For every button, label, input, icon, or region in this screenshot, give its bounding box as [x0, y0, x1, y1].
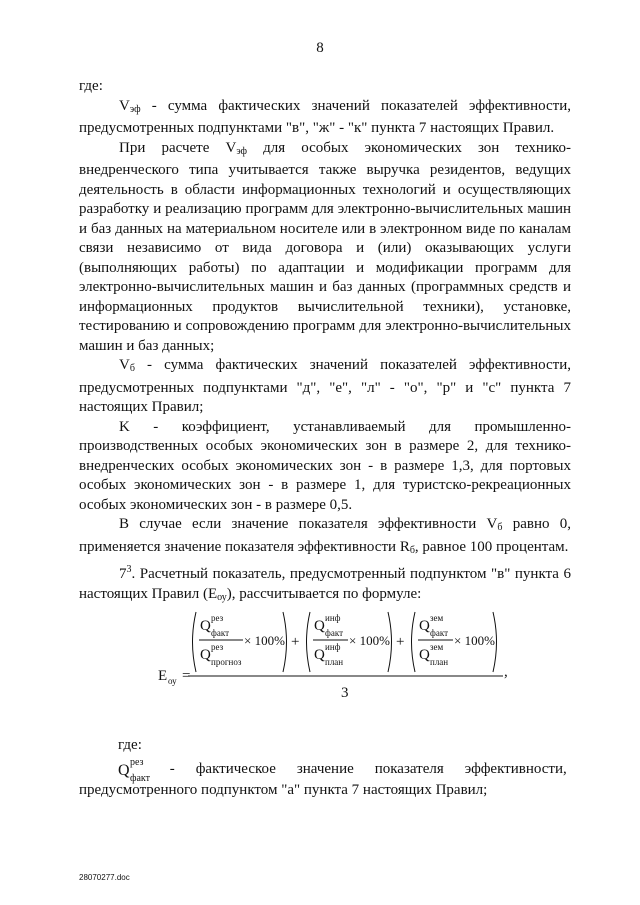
- g1-num-sup: рез: [211, 613, 224, 623]
- calc-text: для особых экономических зон технико-внедренческого типа учитывается также выручка резидентов, ведущих деятельность в области информационных технологий и осуществляющих разработку и реализацию программ для электронно-вычислительных машин и баз данных на материальном носителе или в электронном виде по каналам связи независимо от вида договора и (или) оказывающих услуги (выполняющих работы) по адаптации и модификации программ для электронно-вычислительных машин и баз данных (программных средств и информационных продуктов вычислительной техники), установке, тестированию и сопровождению программ для электронно-вычислительных машин и баз данных;: [79, 139, 571, 354]
- q-definition: [118, 757, 571, 784]
- where-label: где:: [79, 78, 103, 94]
- g2-den-sup: инф: [325, 642, 341, 652]
- g3-num-sup: зем: [430, 613, 444, 623]
- g2-num-q: Q: [314, 618, 325, 634]
- case-v-subscript: б: [497, 522, 503, 533]
- g2-num-sub: факт: [325, 628, 344, 638]
- calc-start: При расчете: [119, 139, 226, 156]
- where-label-2: где:: [118, 737, 142, 753]
- v-b-subscript: б: [129, 363, 135, 374]
- formula-comma: ,: [504, 664, 508, 680]
- q-def-letter: Q: [118, 762, 130, 779]
- q-def-text: - фактическое значение показателя эффективности,: [169, 761, 567, 778]
- g1-times: × 100%: [244, 633, 285, 648]
- footer-filename: 28070277.doc: [79, 873, 130, 882]
- paragraph-v-b: [79, 356, 571, 418]
- v-ef-text: - сумма фактических значений показателей эффективности, предусмотренных подпунктами "в", "ж" - "к" пункта 7 настоящих Правил.: [79, 97, 571, 136]
- g3-num-sub: факт: [430, 628, 449, 638]
- g3-den-q: Q: [419, 647, 430, 663]
- v-ef-symbol: V: [119, 97, 130, 114]
- clause-number: 7: [119, 566, 127, 582]
- plus-2: +: [396, 634, 405, 650]
- g2-num-sup: инф: [325, 613, 341, 623]
- case-r-subscript: б: [409, 544, 415, 556]
- g2-den-q: Q: [314, 647, 325, 663]
- plus-1: +: [291, 634, 300, 650]
- g3-times: × 100%: [454, 633, 495, 648]
- formula-lhs: E: [158, 668, 168, 684]
- calc-symbol: V: [225, 139, 237, 156]
- paragraph-calc: [79, 139, 571, 357]
- case-text-b: равно 0, применяется значение показателя эффективности: [79, 516, 571, 555]
- paren-left-1: [193, 612, 197, 672]
- q-def-sup: рез: [130, 757, 144, 768]
- formula-e-ou: [158, 604, 558, 714]
- clause-text-b: ), рассчитывается по формуле:: [226, 585, 422, 602]
- g3-num-q: Q: [419, 618, 430, 634]
- formula-equals: =: [182, 668, 191, 684]
- clause-text-a: . Расчетный показатель, предусмотренный подпунктом "в" пункта 6 настоящих Правил (E: [79, 566, 571, 602]
- case-v-symbol: V: [486, 516, 498, 532]
- formula-denominator: 3: [341, 685, 349, 701]
- v-ef-subscript: эф: [129, 103, 141, 115]
- q-definition-continuation: предусмотренного подпунктом "а" пункта 7 настоящих Правил;: [79, 782, 488, 798]
- paren-left-3: [412, 612, 416, 672]
- g1-num-sub: факт: [211, 628, 230, 638]
- calc-subscript: эф: [236, 145, 248, 157]
- paren-left-2: [307, 612, 311, 672]
- q-definition-symbol: [118, 757, 166, 784]
- case-text-a: В случае если значение показателя эффективности: [119, 516, 487, 532]
- case-text-c: , равное 100 процентам.: [414, 538, 569, 555]
- paragraph-7-3: [79, 560, 571, 607]
- paragraph-v-ef: [79, 97, 571, 139]
- case-r-symbol: R: [399, 538, 410, 555]
- g3-den-sup: зем: [430, 642, 444, 652]
- v-b-text: - сумма фактических значений показателей эффективности, предусмотренных подпунктами "д", "е", "л" - "о", "р" и "с" пункта 7 настоящих Правил;: [79, 357, 571, 415]
- clause-superscript: 3: [126, 564, 132, 575]
- g1-num-q: Q: [200, 618, 211, 634]
- document-body: [79, 77, 571, 607]
- g1-den-sup: рез: [211, 642, 224, 652]
- g1-den-q: Q: [200, 647, 211, 663]
- g1-den-sub: прогноз: [211, 657, 242, 667]
- paragraph-k: K - коэффициент, устанавливаемый для промышленно-производственных особых экономических зон в размере 2, для технико-внедренческих особых экономических зон - в размере 1,3, для портовых особых экономических зон - в размере 1, для туристско-рекреационных особых экономических зон - в размере 0,5.: [79, 418, 571, 513]
- page-number: 8: [316, 40, 324, 56]
- paragraph-case: [79, 515, 571, 560]
- g2-times: × 100%: [349, 633, 390, 648]
- v-b-symbol: V: [119, 357, 130, 373]
- g2-den-sub: план: [325, 657, 344, 667]
- q-def-sub: факт: [130, 773, 151, 784]
- clause-e-subscript: оу: [217, 591, 227, 603]
- g3-den-sub: план: [430, 657, 449, 667]
- formula-lhs-sub: оу: [168, 676, 177, 686]
